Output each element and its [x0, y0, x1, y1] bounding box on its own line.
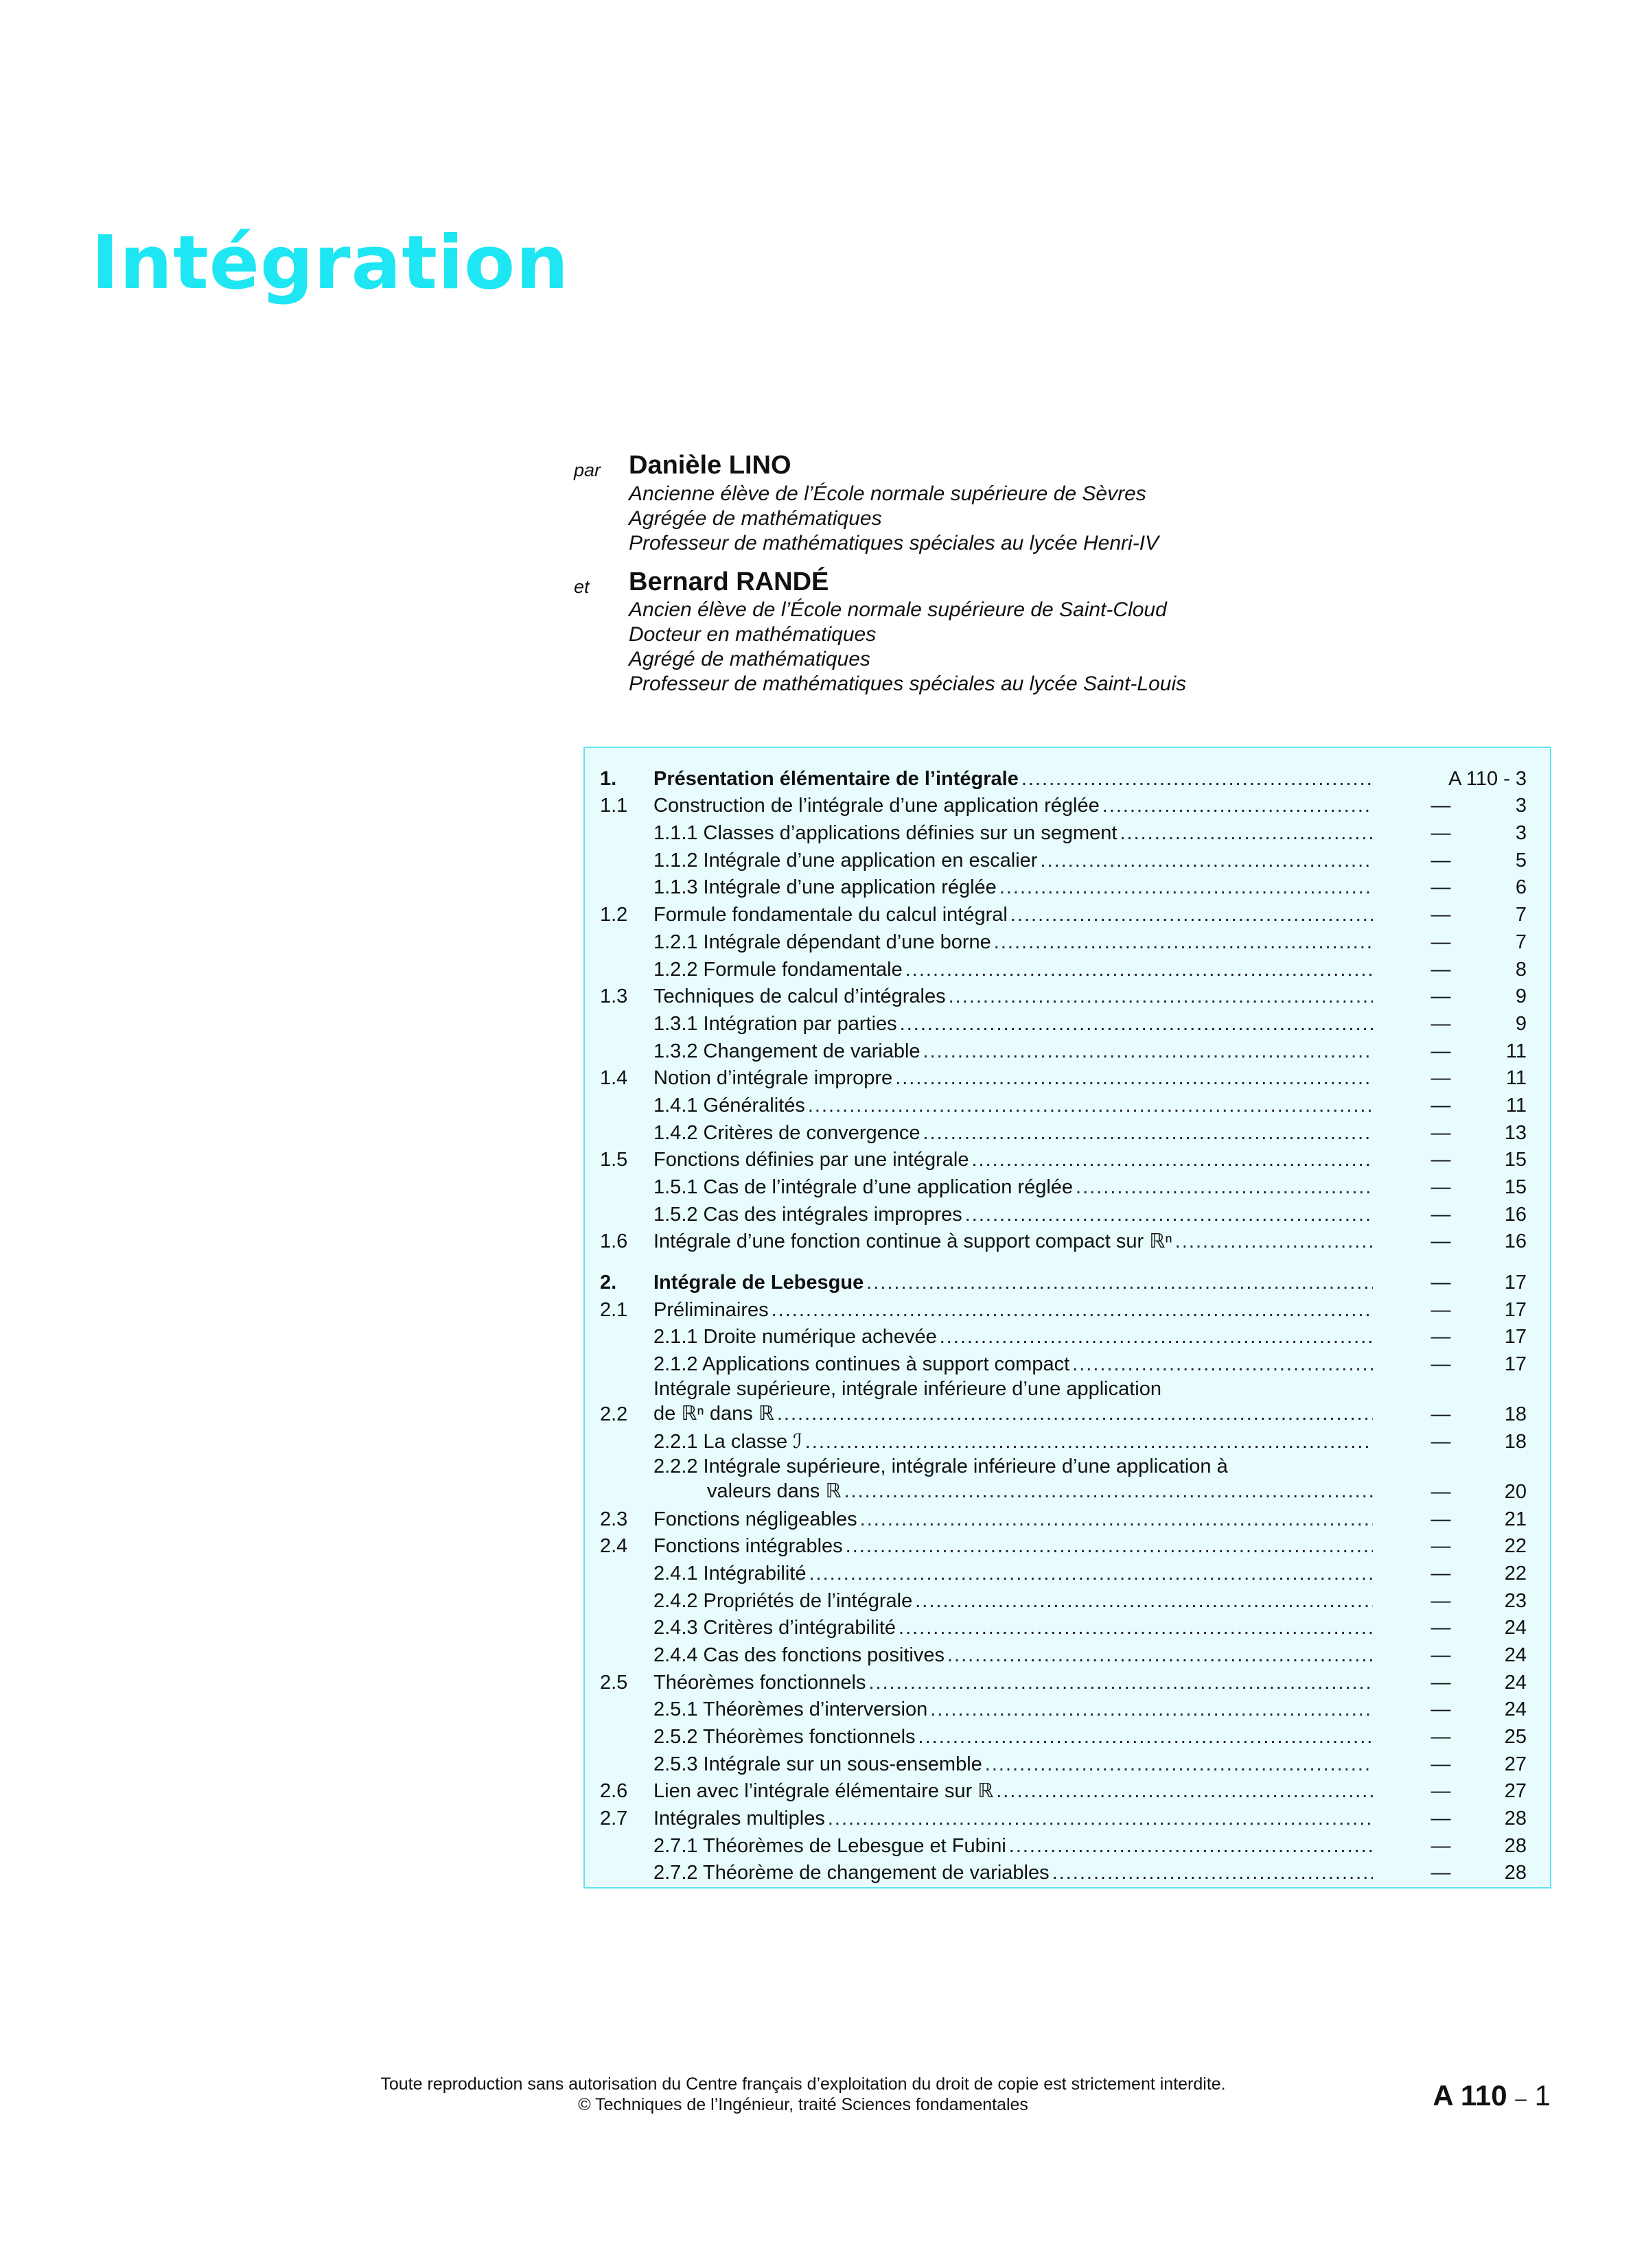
ditto-dash: — — [1431, 1353, 1451, 1376]
toc-entry-page: 17 — [1504, 1272, 1527, 1294]
toc-entry[interactable] — [600, 1585, 1531, 1613]
author-affiliation: Professeur de mathématiques spéciales au lycée Saint-Louis — [629, 673, 1187, 696]
toc-entry[interactable] — [600, 1294, 1531, 1322]
footer-notice: Toute reproduction sans autorisation du Centre français d’exploitation du droit de copie est strictement interdite. — [380, 2074, 1226, 2094]
dot-leader — [828, 1808, 1373, 1830]
author-1 — [574, 450, 1535, 556]
ditto-dash: — — [1431, 1617, 1451, 1639]
toc-entry[interactable] — [600, 899, 1531, 926]
toc-entry-number: 1.4 — [600, 1067, 628, 1090]
copyright-footer — [295, 2074, 1311, 2115]
toc-entry-page: 24 — [1504, 1671, 1527, 1694]
ditto-dash: — — [1431, 876, 1451, 899]
toc-entry-title: 2.1.2 Applications continues à support compact — [653, 1353, 1070, 1376]
toc-entry-page: 27 — [1504, 1780, 1527, 1803]
toc-entry[interactable] — [600, 1721, 1531, 1749]
toc-entry[interactable] — [600, 1226, 1531, 1254]
toc-entry-page: 25 — [1504, 1726, 1527, 1748]
ditto-dash: — — [1431, 1403, 1451, 1426]
ditto-dash: — — [1431, 1698, 1451, 1721]
dot-leader — [772, 1299, 1373, 1322]
ditto-dash: — — [1431, 1480, 1451, 1503]
author-affiliation: Docteur en mathématiques — [629, 623, 877, 646]
toc-entry-title: 1.2.2 Formule fondamentale — [653, 958, 903, 981]
toc-entry-page: 28 — [1504, 1808, 1527, 1830]
ditto-dash: — — [1431, 1644, 1451, 1666]
ditto-dash: — — [1431, 1562, 1451, 1585]
toc-entry[interactable] — [600, 845, 1531, 872]
toc-entry-title: 2.4.4 Cas des fonctions positives — [653, 1644, 945, 1666]
toc-entry-page: 15 — [1504, 1149, 1527, 1171]
dot-leader — [940, 1326, 1373, 1348]
toc-entry-number: 2.4 — [600, 1535, 628, 1558]
ditto-dash: — — [1431, 1094, 1451, 1117]
toc-entry[interactable] — [600, 791, 1531, 818]
toc-entry-page: 3 — [1515, 795, 1527, 817]
author-affiliation: Professeur de mathématiques spéciales au lycée Henri-IV — [629, 531, 1159, 554]
ditto-dash: — — [1431, 795, 1451, 817]
toc-entry-page: 7 — [1515, 931, 1527, 953]
toc-entry-page: 17 — [1504, 1326, 1527, 1348]
toc-entry[interactable] — [600, 1199, 1531, 1226]
ditto-dash: — — [1431, 1726, 1451, 1748]
dot-leader — [866, 1272, 1373, 1294]
ditto-dash: — — [1431, 985, 1451, 1008]
toc-entry-title: 2.5.1 Théorèmes d’interversion — [653, 1698, 928, 1721]
toc-entry-title: Formule fondamentale du calcul intégral — [653, 904, 1008, 926]
author-affiliation: Ancienne élève de l’École normale supérieure de Sèvres — [629, 482, 1146, 505]
ditto-dash: — — [1431, 1862, 1451, 1884]
toc-entry-title: 2.7.1 Théorèmes de Lebesgue et Fubini — [653, 1834, 1006, 1857]
dot-leader — [809, 1563, 1373, 1585]
toc-entry-title: 1.1.1 Classes d’applications définies sur un segment — [653, 822, 1117, 845]
ditto-dash: — — [1431, 1176, 1451, 1198]
toc-entry-number: 1.5 — [600, 1149, 628, 1171]
dot-leader — [869, 1672, 1374, 1694]
dot-leader — [930, 1698, 1373, 1721]
dot-leader — [846, 1535, 1373, 1558]
dot-leader — [905, 959, 1373, 981]
toc-entry[interactable] — [600, 1639, 1531, 1667]
dot-leader — [915, 1590, 1373, 1613]
toc-entry-page: 24 — [1504, 1698, 1527, 1721]
author-prefix: et — [574, 576, 590, 597]
ditto-dash: — — [1431, 1834, 1451, 1857]
toc-entry-title: 1.1.2 Intégrale d’une application en escalier — [653, 849, 1038, 872]
dot-leader — [860, 1508, 1373, 1531]
document-code: A 110 — [1433, 2079, 1507, 2112]
toc-entry-title: 2.5.2 Théorèmes fonctionnels — [653, 1726, 916, 1748]
toc-entry-page: 13 — [1504, 1121, 1527, 1144]
document-title: Intégration — [91, 220, 570, 306]
toc-entry-number: 2.1 — [600, 1298, 628, 1321]
dot-leader — [1120, 822, 1373, 845]
toc-entry[interactable] — [600, 1830, 1531, 1858]
toc-entry-page: 9 — [1515, 1012, 1527, 1035]
toc-entry[interactable] — [600, 1348, 1531, 1376]
dot-leader — [999, 876, 1373, 899]
toc-entry-title: 1.1.3 Intégrale d’une application réglée — [653, 876, 997, 899]
ditto-dash: — — [1431, 1040, 1451, 1062]
toc-entry-title: 2.4.2 Propriétés de l’intégrale — [653, 1589, 913, 1612]
toc-entry-title: Fonctions intégrables — [653, 1535, 843, 1558]
toc-entry-title: Fonctions définies par une intégrale — [653, 1149, 969, 1171]
toc-entry-number: 1.3 — [600, 985, 628, 1008]
toc-entry[interactable] — [600, 763, 1531, 791]
toc-entry-title: 2.7.2 Théorème de changement de variables — [653, 1862, 1050, 1884]
toc-entry-number: 2.3 — [600, 1508, 628, 1530]
toc-entry-title: Préliminaires — [653, 1298, 769, 1321]
dot-leader — [923, 1040, 1373, 1063]
toc-entry-title: 1.3.2 Changement de variable — [653, 1040, 920, 1062]
ditto-dash: — — [1431, 1535, 1451, 1558]
toc-entry-title: 2.4.1 Intégrabilité — [653, 1562, 807, 1585]
ditto-dash: — — [1431, 1203, 1451, 1226]
toc-entry-page: 21 — [1504, 1508, 1527, 1530]
dot-leader — [900, 1013, 1373, 1036]
toc-entry-title: Intégrale d’une fonction continue à support compact sur ℝⁿ — [653, 1230, 1172, 1253]
toc-entry[interactable] — [600, 1267, 1531, 1294]
toc-entry-page: 16 — [1504, 1230, 1527, 1253]
ditto-dash: — — [1431, 1326, 1451, 1348]
ditto-dash: — — [1431, 1430, 1451, 1453]
dot-leader — [1072, 1353, 1373, 1376]
ditto-dash: — — [1431, 1298, 1451, 1321]
toc-entry[interactable] — [600, 926, 1531, 954]
toc-entry-title: Théorèmes fonctionnels — [653, 1671, 866, 1694]
ditto-dash: — — [1431, 1780, 1451, 1803]
toc-entry-title: Notion d’intégrale impropre — [653, 1067, 893, 1090]
toc-entry-number: 1.1 — [600, 795, 628, 817]
author-affiliation: Agrégée de mathématiques — [629, 506, 882, 530]
dot-leader — [1102, 795, 1373, 817]
toc-entry[interactable] — [600, 981, 1531, 1009]
dot-leader — [918, 1726, 1373, 1749]
ditto-dash: — — [1431, 1067, 1451, 1090]
toc-entry-page: 3 — [1515, 822, 1527, 845]
dot-leader — [1175, 1230, 1373, 1253]
toc-entry-title: Lien avec l’intégrale élémentaire sur ℝ — [653, 1780, 994, 1803]
dot-leader — [777, 1401, 1373, 1426]
author-name: Bernard RANDÉ — [629, 567, 829, 596]
toc-entry-title: 2.2.2 Intégrale supérieure, intégrale inférieure d’une application à — [653, 1455, 1228, 1477]
toc-entry[interactable] — [600, 1531, 1531, 1558]
toc-entry-title: 1.5.2 Cas des intégrales impropres — [653, 1203, 962, 1226]
toc-entry-page: 8 — [1515, 958, 1527, 981]
toc-entry-page: 11 — [1505, 1094, 1527, 1117]
toc-entry-page: 11 — [1505, 1067, 1527, 1090]
ditto-dash: — — [1431, 1012, 1451, 1035]
page-number: 1 — [1534, 2079, 1551, 2112]
toc-entry-page: 18 — [1504, 1430, 1527, 1453]
toc-entry-number: 2.7 — [600, 1808, 628, 1830]
toc-entry[interactable] — [600, 1171, 1531, 1199]
toc-entry-number: 1.6 — [600, 1230, 628, 1253]
toc-entry-title-cont: valeurs dans ℝ — [707, 1480, 842, 1502]
toc-entry-number: 2.5 — [600, 1671, 628, 1694]
dot-leader — [1021, 768, 1373, 791]
toc-entry-page: 22 — [1504, 1562, 1527, 1585]
dot-leader — [985, 1753, 1373, 1776]
ditto-dash: — — [1431, 1671, 1451, 1694]
dot-leader — [805, 1431, 1373, 1453]
author-2 — [574, 567, 1535, 697]
toc-entry-title: Construction de l’intégrale d’une application réglée — [653, 795, 1100, 817]
toc-entry-page: A 110 - 3 — [1448, 767, 1527, 790]
toc-entry-title: 1.4.2 Critères de convergence — [653, 1121, 920, 1144]
dot-leader — [808, 1095, 1373, 1117]
toc-entry-page: 23 — [1504, 1589, 1527, 1612]
dot-leader — [994, 931, 1373, 954]
dot-leader — [996, 1780, 1373, 1803]
toc-entry-page: 16 — [1504, 1203, 1527, 1226]
dot-leader — [947, 1644, 1373, 1667]
toc-entry-page: 11 — [1505, 1040, 1527, 1062]
toc-entry-title: 2.2.1 La classe ℐ — [653, 1430, 802, 1453]
toc-entry[interactable] — [600, 1776, 1531, 1803]
toc-entry-page: 27 — [1504, 1753, 1527, 1775]
toc-entry-title: Intégrales multiples — [653, 1808, 825, 1830]
toc-entry[interactable] — [600, 817, 1531, 845]
toc-entry-title: 2.5.3 Intégrale sur un sous-ensemble — [653, 1753, 982, 1775]
page-separator: – — [1515, 2088, 1527, 2110]
dot-leader — [844, 1479, 1373, 1504]
toc-entry[interactable] — [600, 1803, 1531, 1830]
toc-entry-number: 1.2 — [600, 904, 628, 926]
dot-leader — [1040, 850, 1373, 872]
ditto-dash: — — [1431, 1272, 1451, 1294]
dot-leader — [1010, 904, 1373, 926]
dot-leader — [1052, 1862, 1373, 1884]
toc-entry-page: 24 — [1504, 1617, 1527, 1639]
toc-entry-title: Techniques de calcul d’intégrales — [653, 985, 946, 1008]
ditto-dash: — — [1431, 849, 1451, 872]
toc-entry[interactable] — [600, 1117, 1531, 1145]
toc-entry-title: 1.5.1 Cas de l’intégrale d’une application réglée — [653, 1176, 1074, 1198]
toc-entry-page: 17 — [1504, 1353, 1527, 1376]
toc-entry-page: 28 — [1504, 1834, 1527, 1857]
toc-entry-page: 7 — [1515, 904, 1527, 926]
ditto-dash: — — [1431, 1230, 1451, 1253]
toc-entry-number: 2.6 — [600, 1780, 628, 1803]
dot-leader — [1009, 1835, 1373, 1858]
toc-entry[interactable] — [600, 1858, 1531, 1885]
ditto-dash: — — [1431, 1589, 1451, 1612]
toc-entry[interactable] — [600, 1558, 1531, 1585]
dot-leader — [1076, 1176, 1373, 1199]
toc-entry-number: 1. — [600, 767, 617, 790]
dot-leader — [923, 1122, 1374, 1145]
toc-entry-title: 1.3.1 Intégration par parties — [653, 1012, 897, 1035]
author-affiliation: Agrégé de mathématiques — [629, 648, 870, 671]
toc-entry-number: 2.2 — [600, 1403, 628, 1426]
toc-entry-title-cont: de ℝⁿ dans ℝ — [653, 1403, 774, 1425]
toc-entry[interactable] — [600, 1504, 1531, 1531]
ditto-dash: — — [1431, 1121, 1451, 1144]
toc-entry[interactable] — [600, 1426, 1531, 1453]
toc-entry-page: 20 — [1504, 1480, 1527, 1503]
toc-entry[interactable] — [600, 1145, 1531, 1172]
toc-entry-title: Intégrale supérieure, intégrale inférieure d’une application — [653, 1378, 1161, 1401]
toc-entry-title: Intégrale de Lebesgue — [653, 1272, 864, 1294]
toc-entry-title: 2.4.3 Critères d’intégrabilité — [653, 1617, 896, 1639]
toc-entry[interactable] — [600, 1090, 1531, 1117]
toc-entry[interactable] — [600, 872, 1531, 900]
toc-entry-page: 28 — [1504, 1862, 1527, 1884]
ditto-dash: — — [1431, 931, 1451, 953]
toc-entry-page: 15 — [1504, 1176, 1527, 1198]
table-of-contents — [583, 747, 1551, 1889]
toc-entry-title: 1.2.1 Intégrale dépendant d’une borne — [653, 931, 991, 953]
ditto-dash: — — [1431, 822, 1451, 845]
footer-copyright: © Techniques de l’Ingénieur, traité Sciences fondamentales — [578, 2095, 1028, 2114]
ditto-dash: — — [1431, 904, 1451, 926]
dot-leader — [965, 1204, 1373, 1226]
toc-entry[interactable] — [600, 1008, 1531, 1036]
toc-entry[interactable] — [600, 1613, 1531, 1640]
toc-entry[interactable] — [600, 1376, 1531, 1426]
toc-entry[interactable] — [600, 1667, 1531, 1694]
ditto-dash: — — [1431, 1753, 1451, 1775]
toc-entry-number: 2. — [600, 1272, 617, 1294]
author-affiliation: Ancien élève de l’École normale supérieure de Saint-Cloud — [629, 598, 1167, 622]
toc-entry-title: 2.1.1 Droite numérique achevée — [653, 1326, 937, 1348]
toc-entry-page: 17 — [1504, 1298, 1527, 1321]
toc-entry[interactable] — [600, 1036, 1531, 1063]
ditto-dash: — — [1431, 1508, 1451, 1530]
dot-leader — [895, 1067, 1373, 1090]
toc-entry-title: Fonctions négligeables — [653, 1508, 857, 1530]
toc-entry-title: Présentation élémentaire de l’intégrale — [653, 767, 1019, 790]
author-prefix: par — [574, 460, 601, 480]
dot-leader — [949, 985, 1373, 1008]
toc-entry-page: 6 — [1515, 876, 1527, 899]
toc-entry-page: 5 — [1515, 849, 1527, 872]
toc-entry[interactable] — [600, 1694, 1531, 1722]
toc-entry[interactable] — [600, 1453, 1531, 1504]
toc-entry-page: 9 — [1515, 985, 1527, 1008]
ditto-dash: — — [1431, 1149, 1451, 1171]
dot-leader — [971, 1149, 1373, 1171]
toc-entry[interactable] — [600, 1749, 1531, 1776]
toc-entry-page: 24 — [1504, 1644, 1527, 1666]
toc-entry-page: 22 — [1504, 1535, 1527, 1558]
toc-entry[interactable] — [600, 954, 1531, 981]
author-name: Danièle LINO — [629, 451, 791, 480]
toc-entry[interactable] — [600, 1322, 1531, 1349]
toc-entry-title: 1.4.1 Généralités — [653, 1094, 805, 1117]
ditto-dash: — — [1431, 1808, 1451, 1830]
toc-entry-page: 18 — [1504, 1403, 1527, 1426]
page-reference — [1433, 2079, 1551, 2112]
authors-block — [574, 450, 1535, 697]
dot-leader — [899, 1617, 1373, 1639]
ditto-dash: — — [1431, 958, 1451, 981]
toc-entry[interactable] — [600, 1063, 1531, 1090]
